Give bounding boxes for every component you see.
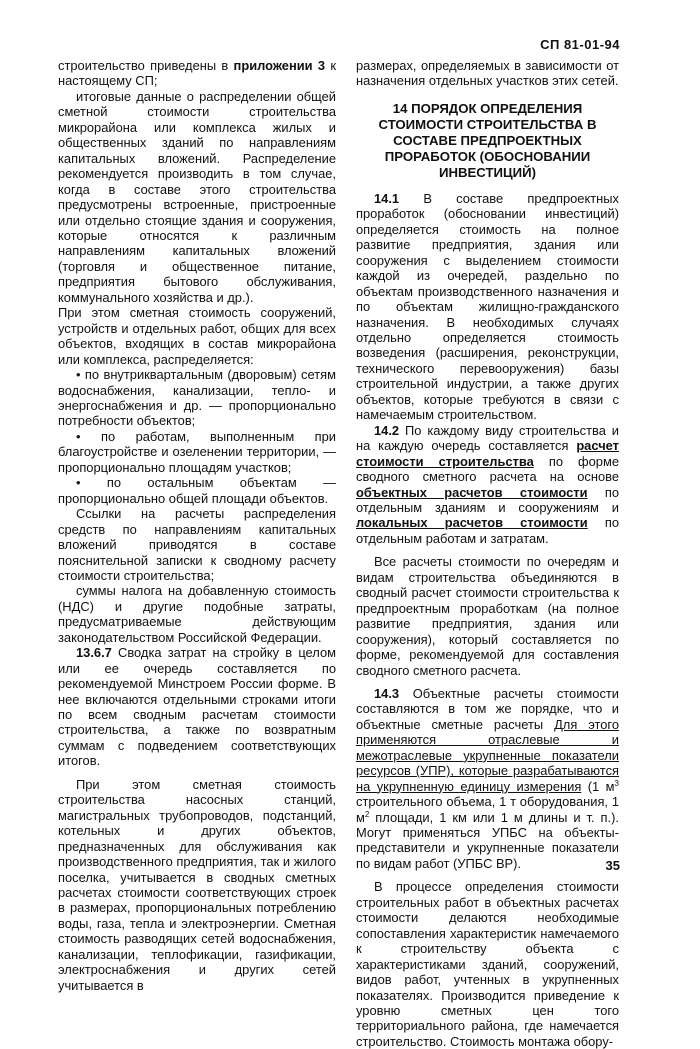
- clause-14-2: [356, 423, 619, 547]
- paragraph: Все расчеты стоимости по очередям и видам строительства объединяются в сводный расчет стоимости строительства к предпроектным проработкам (на полное развитие предприятия, здания или сооружения), который составляется по форме, рекомендуемой для составления сводного сметного расчета.: [356, 554, 619, 678]
- right-column: [356, 58, 619, 1049]
- superscript: 3: [614, 778, 619, 788]
- clause-14-3: [356, 686, 619, 871]
- section-title: 14 ПОРЯДОК ОПРЕДЕЛЕНИЯ СТОИМОСТИ СТРОИТЕЛЬСТВА В СОСТАВЕ ПРЕДПРОЕКТНЫХ ПРОРАБОТОК (ОБОСНОВАНИИ ИНВЕСТИЦИЙ): [378, 100, 597, 180]
- text: строительство приведены в: [58, 58, 234, 73]
- page-number: 35: [605, 858, 620, 873]
- text: (1 м: [581, 778, 615, 794]
- clause-number: 14.3: [374, 685, 400, 701]
- text: площади, 1 км или 1 м длины и т. п.). Могут применяться УПБС на объекты-представители и укрупненные показатели по видам работ (УПБС ВР).: [356, 809, 619, 871]
- paragraph: В процессе определения стоимости строительных работ в объектных расчетах стоимости делаются необходимые сопоставления характеристик намечаемого к строительству объекта с характеристиками зданий, сооружений, видов работ, учтенных в укрупненных показателях. Производится приведение к уровню сметных цен того территориального района, где намечается строительство. Стоимость монтажа обору-: [356, 879, 619, 1049]
- paragraph: При этом сметная стоимость строительства насосных станций, магистральных трубопроводов, подстанций, котельных и других объектов, предназначенных для обслуживания как производственного предприятия, так и жилого поселка, учитывается в сводных сметных расчетах стоимости соответствующих строек в размерах, пропорциональных потреблению воды, газа, тепла и электроэнергии. Сметная стоимость разводящих сетей водоснабжения, канализации, теплофикации, газификации, электроснабжения и других сетей учитывается в: [58, 776, 336, 993]
- text: Объектные расчеты стоимости составляются в том же порядке, что и объектные сметные расчеты: [356, 685, 619, 732]
- list-item: • по работам, выполненным при благоустройстве и озеленении территории, — пропорционально площадям участков;: [58, 429, 336, 475]
- clause-number: 14.1: [374, 190, 400, 206]
- document-code: СП 81-01-94: [540, 37, 620, 52]
- text: В составе предпроектных проработок (обосновании инвестиций) определяется стоимость на полное развитие предприятия, здания или сооружения с выделением стоимости каждой из очередей, раздельно по объектам производственного назначения и по объектам жилищно-гражданского назначения. В необходимых случаях отдельно определяется стоимость возведения (расширения, реконструкции, технического перевооружения) базы строительной индустрии, а также других объектов, которые требуются в связи с намечаемым строительством.: [356, 190, 619, 423]
- text: строительного объема, 1 т оборудования, 1 м: [356, 794, 619, 825]
- paragraph: [58, 58, 336, 89]
- paragraph: Ссылки на расчеты распределения средств по направлениям капитальных вложений приводятся в составе пояснительной записки к сводному расчету стоимости строительства;: [58, 506, 336, 583]
- list-item: • по внутриквартальным (дворовым) сетям водоснабжения, канализации, тепло- и энергоснабжения и др. — пропорционально потребности объектов;: [58, 367, 336, 429]
- text: Сводка затрат на стройку в целом или ее очередь составляется по рекомендуемой Минстроем России форме. В нее включаются отдельными строками итоги по всем сводным расчетам стоимости строительства, а также по возвратным суммам с подведением соответствующих итогов.: [58, 645, 336, 769]
- paragraph: размерах, определяемых в зависимости от назначения отдельных участков этих сетей.: [356, 58, 619, 89]
- underlined-text: Для этого применяются отраслевые и межотраслевые укрупненные показатели ресурсов (УПР), которые разрабатываются на укрупненную единицу измерения: [356, 716, 620, 794]
- clause-13-6-7: [58, 645, 336, 769]
- clause-number: 13.6.7: [76, 645, 112, 661]
- term: локальных расчетов стоимости: [356, 515, 588, 531]
- term: расчет стоимости строительства: [356, 438, 619, 469]
- text: по отдельным зданиям и сооружениям и: [356, 484, 619, 515]
- clause-14-1: [356, 191, 619, 423]
- term: объектных расчетов стоимости: [356, 484, 588, 500]
- left-column: [58, 58, 336, 993]
- text: По каждому виду строительства и на каждую очередь составляется: [356, 422, 619, 454]
- list-item: • по остальным объектам — пропорционально общей площади объектов.: [58, 475, 336, 506]
- superscript: 2: [364, 809, 370, 819]
- text: по форме сводного сметного расчета на основе: [356, 453, 620, 485]
- clause-number: 14.2: [374, 422, 400, 438]
- paragraph: суммы налога на добавленную стоимость (НДС) и другие подобные затраты, предусматриваемые действующим законодательством Российской Федерации.: [58, 583, 336, 645]
- text: к настоящему СП;: [58, 58, 336, 89]
- text: по отдельным работам и затратам.: [356, 515, 619, 546]
- paragraph: итоговые данные о распределении общей сметной стоимости строительства микрорайона или комплекса жилых и общественных зданий по направлениям капитальных вложений. Распределение рекомендуется производить в том случае, когда в составе этого строительства предусмотрены встроенные, пристроенные или отдельно стоящие здания и сооружения, которые относятся к различным направлениям капитальных вложений (торговля и общественное питание, предприятия бытового обслуживания, коммунального хозяйства и др.).: [58, 88, 336, 305]
- paragraph: При этом сметная стоимость сооружений, устройств и отдельных работ, общих для всех объектов, входящих в состав микрорайона или комплекса, распределяется:: [58, 305, 336, 367]
- appendix-link: приложении 3: [233, 58, 326, 73]
